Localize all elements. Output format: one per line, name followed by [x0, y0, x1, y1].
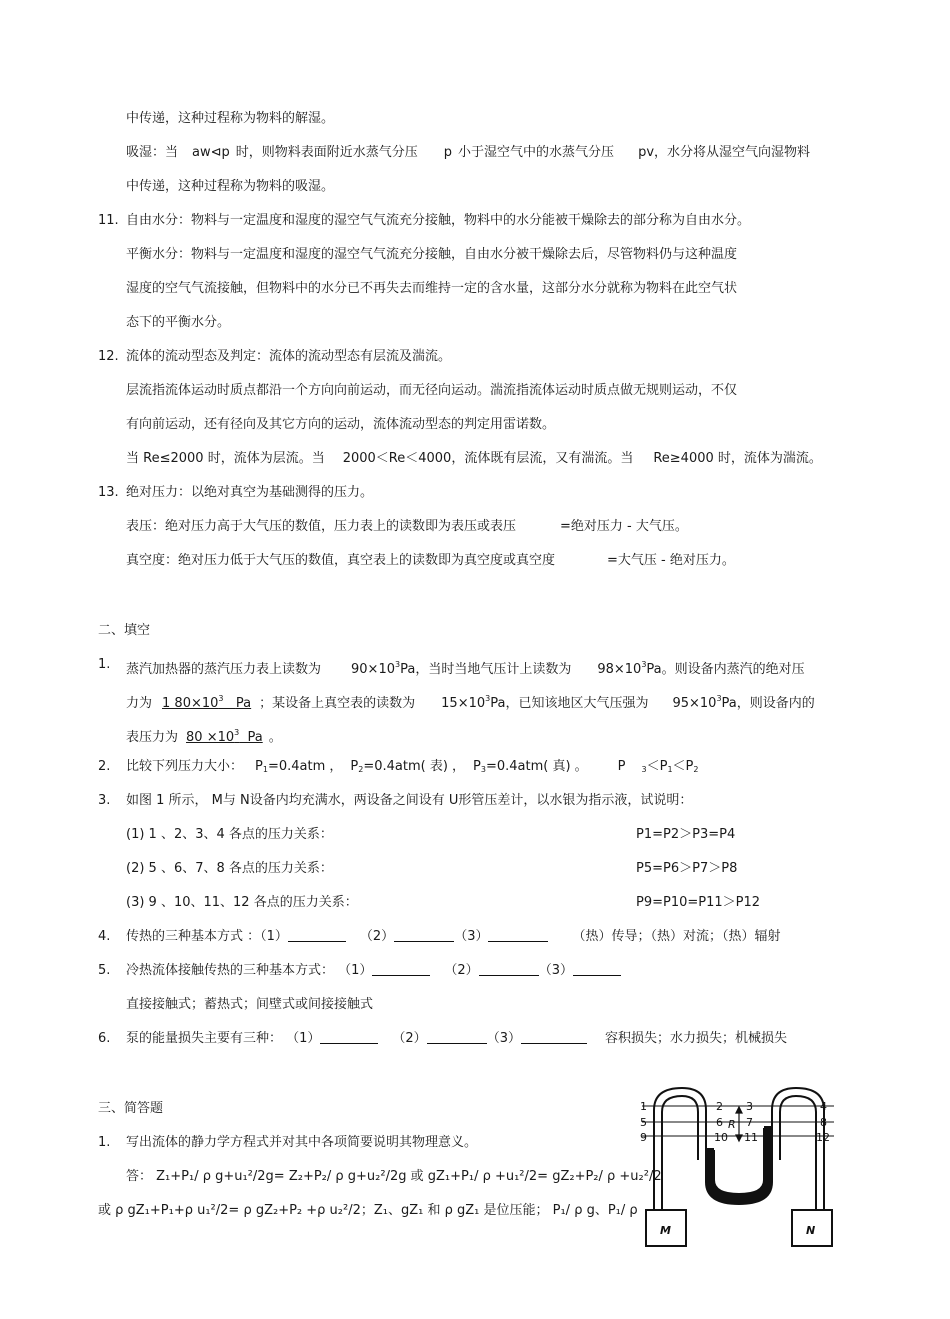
item-number: 1.	[98, 657, 111, 672]
text-line: 表压：绝对压力高于大气压的数值，压力表上的读数即为表压或表压 =绝对压力 - 大气压。	[126, 519, 688, 534]
text-line: 写出流体的静力学方程式并对其中各项简要说明其物理意义。	[126, 1135, 478, 1150]
text-line: 表压力为 $80 \times 10^3$ Pa 。	[126, 728, 282, 745]
text-line: 蒸汽加热器的蒸汽压力表上读数为 $90\times 10^3Pa$，当时当地气压计上读数为 $98\times 10^3Pa$。则设备内蒸汽的绝对压	[126, 660, 805, 677]
point-label: 2	[716, 1100, 723, 1113]
text-line: 力为 1 $80\times 10^3$ Pa ；某设备上真空表的读数为 $15\times 10^3Pa$，已知该地区大气压强为 $95\times 10^3Pa$，则设备内的	[126, 694, 815, 711]
text-line: (2) 5 、6、7、8 各点的压力关系：	[126, 861, 333, 876]
point-label: 10	[714, 1131, 728, 1144]
text-line: 层流指流体运动时质点都沿一个方向向前运动，而无径向运动。湍流指流体运动时质点做无规则运动，不仅	[126, 383, 738, 398]
item-number: 2.	[98, 759, 111, 774]
text-line: 有向前运动，还有径向及其它方向的运动，流体流动型态的判定用雷诺数。	[126, 417, 556, 432]
text-line: (3) 9 、10、11、12 各点的压力关系：	[126, 895, 358, 910]
answer-text: P9=P10=P11＞P12	[636, 895, 761, 910]
point-label: 6	[716, 1116, 723, 1129]
text-line: 平衡水分：物料与一定温度和湿度的湿空气气流充分接触，自由水分被干燥除去后，尽管物料仍与这种温度	[126, 247, 738, 262]
item-number: 1.	[98, 1135, 111, 1150]
text-line: 冷热流体接触传热的三种基本方式： （1） （2） （3）	[126, 962, 621, 980]
text-line: 当 Re≤2000 时，流体为层流。当 2000＜Re＜4000，流体既有层流，又有湍流。当 Re≥4000 时，流体为湍流。	[126, 451, 822, 466]
answer-text: 直接接触式；蓄热式；间壁式或间接接触式	[126, 997, 374, 1012]
text-line: (1) 1 、2、3、4 各点的压力关系：	[126, 827, 333, 842]
text-line: 传热的三种基本方式 ：（1） （2） （3） （热）传导；（热）对流；（热）辐射	[126, 929, 781, 944]
text-line: 态下的平衡水分。	[126, 315, 231, 330]
point-label: 12	[816, 1131, 830, 1144]
point-label: 1	[640, 1100, 647, 1113]
point-label: 8	[820, 1116, 827, 1129]
u-tube-manometer-figure	[636, 1080, 842, 1248]
item-number: 5.	[98, 963, 111, 978]
point-label: 7	[746, 1116, 753, 1129]
point-label: 4	[820, 1100, 827, 1113]
tank-n-label: N	[806, 1224, 816, 1237]
text-line: 中传递，这种过程称为物料的解湿。	[126, 111, 335, 126]
item-number: 4.	[98, 929, 111, 944]
text-line: 吸湿：当 aw⊲p 时，则物料表面附近水蒸气分压 p 小于湿空气中的水蒸气分压 pv，水分将从湿空气向湿物料	[126, 145, 811, 160]
text-line: 湿度的空气气流接触，但物料中的水分已不再失去而维持一定的含水量，这部分水分就称为物料在此空气状	[126, 281, 738, 296]
point-label: 3	[746, 1100, 753, 1113]
text-line: 中传递，这种过程称为物料的吸湿。	[126, 179, 335, 194]
point-label: 11	[744, 1131, 758, 1144]
answer-text: 或 ρ gZ₁+P₁+ρ u₁²/2= ρ gZ₂+P₂ +ρ u₂²/2；Z₁、gZ₁ 和 ρ gZ₁ 是位压能； P₁/ ρ g、P₁/ ρ	[98, 1203, 638, 1218]
text-line: 流体的流动型态及判定：流体的流动型态有层流及湍流。	[126, 349, 452, 364]
text-line: 如图 1 所示， M与 N设备内均充满水，两设备之间设有 U形管压差计，以水银为指示液，试说明：	[126, 793, 693, 808]
item-number: 11.	[98, 213, 119, 228]
r-label: R	[728, 1118, 736, 1131]
text-line: 真空度：绝对压力低于大气压的数值，真空表上的读数即为真空度或真空度 =大气压 - 绝对压力。	[126, 553, 735, 568]
item-number: 13.	[98, 485, 119, 500]
section-title: 三、简答题	[98, 1101, 164, 1116]
right-inner-tube	[780, 1096, 816, 1210]
text-line: 泵的能量损失主要有三种： （1） （2） （3） 容积损失；水力损失；机械损失	[126, 1031, 787, 1046]
answer-text: P1=P2＞P3=P4	[636, 827, 736, 842]
text-line: 比较下列压力大小： $P_1=0.4atm$ ， $P_2=0.4atm$( 表) ， $P_3=0.4atm$( 真) 。 P $_3<P_1<P_2$	[126, 759, 699, 774]
answer-text: P5=P6＞P7＞P8	[636, 861, 738, 876]
left-inner-tube	[662, 1096, 698, 1210]
point-label: 5	[640, 1116, 647, 1129]
section-title: 二、填空	[98, 623, 151, 638]
item-number: 12.	[98, 349, 119, 364]
text-line: 自由水分：物料与一定温度和湿度的湿空气气流充分接触，物料中的水分能被干燥除去的部分称为自由水分。	[126, 213, 751, 228]
text-line: 绝对压力：以绝对真空为基础测得的压力。	[126, 485, 374, 500]
item-number: 3.	[98, 793, 111, 808]
item-number: 6.	[98, 1031, 111, 1046]
point-label: 9	[640, 1131, 647, 1144]
answer-text: 答： Z₁+P₁/ ρ g+u₁²/2g= Z₂+P₂/ ρ g+u₂²/2g 或 gZ₁+P₁/ ρ +u₁²/2= gZ₂+P₂/ ρ +u₂²/2	[126, 1169, 662, 1184]
tank-m-label: M	[660, 1224, 671, 1237]
